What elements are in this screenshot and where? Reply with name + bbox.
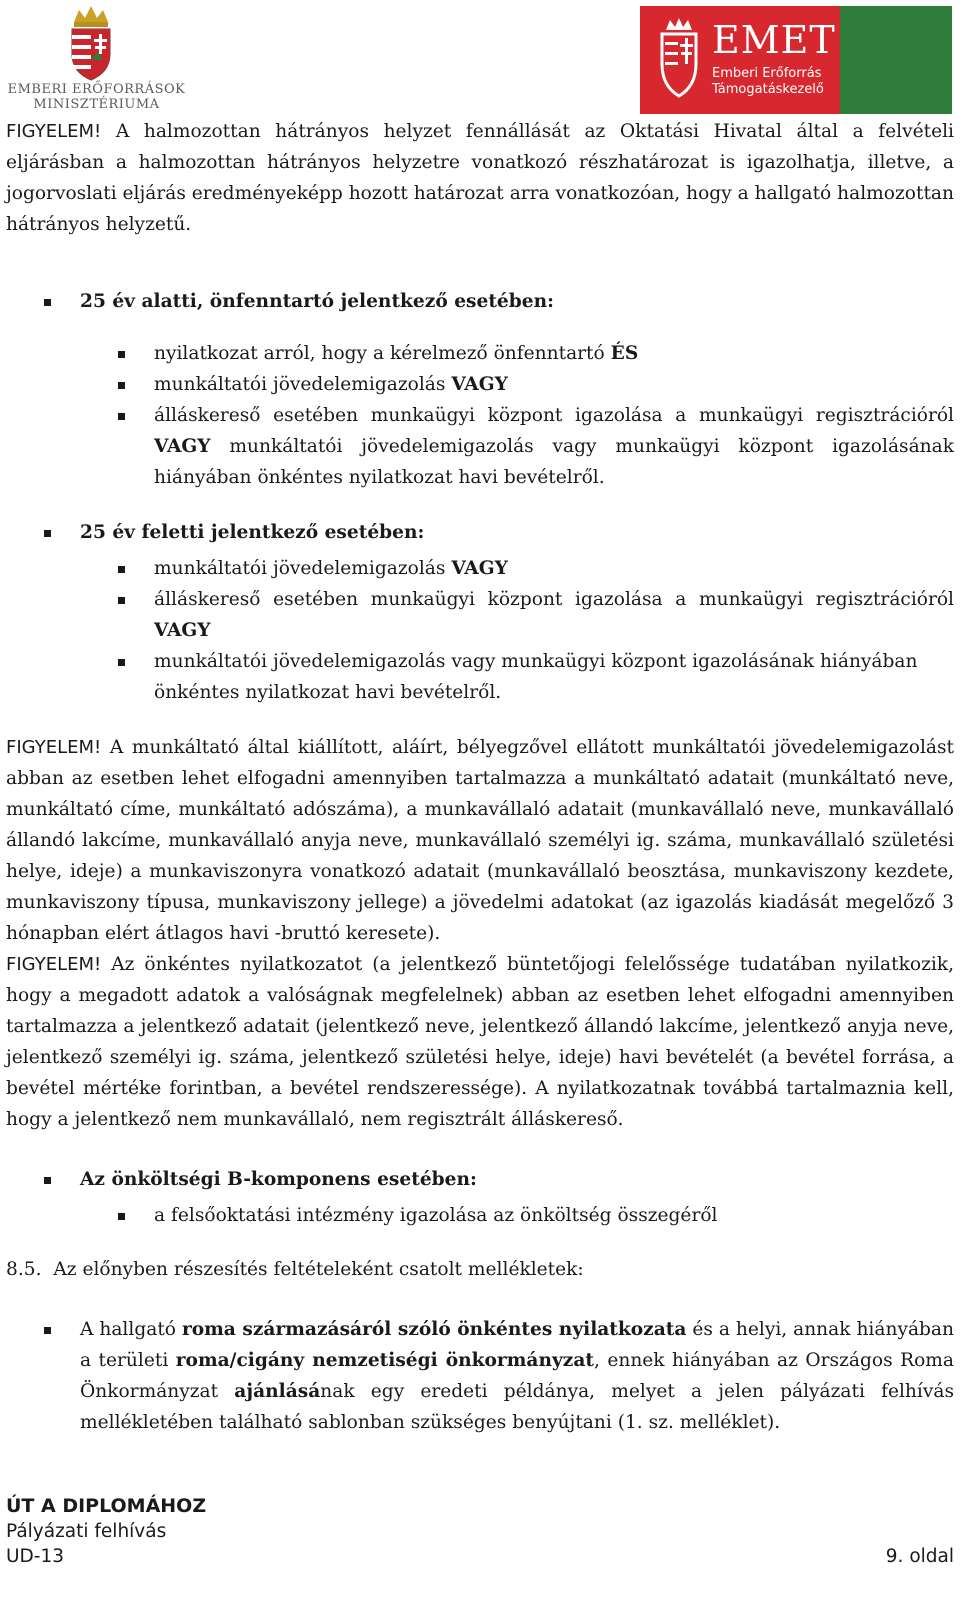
under25-item-3-bold: VAGY	[154, 436, 211, 457]
section-b-title: Az önköltségi B-komponens esetében:	[6, 1164, 954, 1195]
under25-item-2-text: munkáltatói jövedelemigazolás	[154, 374, 452, 395]
roma-text-1: A hallgató	[80, 1319, 182, 1340]
under25-item-3-text: álláskereső esetében munkaügyi központ igazolása a munkaügyi regisztrációról	[154, 405, 954, 426]
section-85-number: 8.5.	[6, 1259, 42, 1280]
under25-item-3	[6, 400, 954, 493]
ministry-logo	[4, 2, 189, 114]
emet-red-panel	[640, 6, 840, 114]
under25-item-3-post: munkáltatói jövedelemigazolás vagy munkaügyi központ igazolásának hiányában önkéntes nyilatkozat havi bevételről.	[154, 436, 954, 488]
section-under25-title: 25 év alatti, önfenntartó jelentkező esetében:	[6, 286, 954, 317]
footer-code: UD-13	[6, 1546, 65, 1567]
page-footer	[6, 1494, 954, 1569]
under25-item-1	[6, 338, 954, 369]
over25-item-2-text: álláskereső esetében munkaügyi központ igazolása a munkaügyi regisztrációról	[154, 589, 954, 610]
warning-voluntary-text: Az önkéntes nyilatkozatot (a jelentkező büntetőjogi felelőssége tudatában nyilatkozik, hogy a megadott adatok a valóságnak megfelelnek) abban az esetben lehet elfogadni amennyiben tartalmazza a jelentkező adatait (jelentkező neve, jelentkező állandó lakcíme, jelentkező anyja neve, jelentkező személyi ig. száma, jelentkező születési helye, ideje) havi bevételét (a bevétel forrása, a bevétel mértéke forintban, a bevétel rendszeressége). A nyilatkozatnak továbbá tartalmaznia kell, hogy a jelentkező nem munkavállaló, nem regisztrált álláskereső.	[6, 954, 954, 1130]
section-over25-title: 25 év feletti jelentkező esetében:	[6, 517, 954, 548]
intro-warning-label: FIGYELEM!	[6, 121, 102, 142]
under25-item-1-text: nyilatkozat arról, hogy a kérelmező önfenntartó	[154, 343, 611, 364]
under25-item-2-bold: VAGY	[451, 374, 508, 395]
section-b-item-1: a felsőoktatási intézmény igazolása az önköltség összegéről	[6, 1200, 954, 1231]
emet-sub-line1: Emberi Erőforrás	[712, 66, 822, 81]
roma-item	[6, 1314, 954, 1438]
footer-title: ÚT A DIPLOMÁHOZ	[6, 1495, 207, 1517]
warning-employer-label: FIGYELEM!	[6, 737, 102, 758]
coat-of-arms-icon	[4, 2, 189, 82]
over25-item-3: munkáltatói jövedelemigazolás vagy munkaügyi központ igazolásának hiányában önkéntes nyilatkozat havi bevételről.	[6, 646, 954, 708]
document-body	[6, 116, 954, 1438]
section-85-title: Az előnyben részesítés feltételeként csatolt mellékletek:	[53, 1259, 584, 1280]
under25-item-2	[6, 369, 954, 400]
emet-title: EMET	[712, 18, 836, 62]
over25-item-2-bold: VAGY	[154, 620, 211, 641]
warning-voluntary-paragraph	[6, 949, 954, 1135]
over25-item-1-bold: VAGY	[451, 558, 508, 579]
under25-item-1-bold: ÉS	[610, 343, 639, 364]
roma-bold-2: roma/cigány nemzetiségi önkormányzat	[175, 1350, 594, 1371]
roma-text-2: és a helyi, annak hiányában a területi	[80, 1319, 954, 1371]
over25-item-1	[6, 553, 954, 584]
page-number: 9. oldal	[885, 1546, 954, 1567]
footer-subtitle: Pályázati felhívás	[6, 1521, 167, 1542]
over25-item-2	[6, 584, 954, 646]
roma-text-4: nak egy eredeti példánya, melyet a jelen pályázati felhívás mellékletében található sablonban szükséges benyújtani (1. sz. melléklet).	[80, 1381, 954, 1433]
roma-bold-3: ajánlásá	[234, 1381, 321, 1402]
warning-employer-paragraph	[6, 732, 954, 949]
warning-employer-text: A munkáltató által kiállított, aláírt, bélyegzővel ellátott munkáltatói jövedelemigazolást abban az esetben lehet elfogadni amennyiben tartalmazza a munkáltató adatait (munkáltató neve, munkáltató címe, munkáltató adószáma), a munkavállaló adatait (munkavállaló neve, munkavállaló állandó lakcíme, munkavállaló anyja neve, munkavállaló személyi ig. száma, munkavállaló születési helye, ideje) a munkaviszonyra vonatkozó adatait (munkavállaló beosztása, munkaviszony kezdete, munkaviszony típusa, munkaviszony jellege) a jövedelmi adatokat (az igazolás kiadását megelőző 3 hónapban elért átlagos havi -bruttó keresete).	[6, 737, 954, 944]
roma-bold-1: roma származásáról szóló önkéntes nyilatkozata	[181, 1319, 687, 1340]
section-85-heading	[6, 1254, 954, 1285]
emet-green-panel	[840, 6, 952, 114]
over25-item-1-text: munkáltatói jövedelemigazolás	[154, 558, 452, 579]
emet-shield-icon	[648, 16, 708, 106]
ministry-name-line2: MINISZTÉRIUMA	[33, 97, 160, 112]
intro-text: A halmozottan hátrányos helyzet fennállását az Oktatási Hivatal által a felvételi eljárásban a halmozottan hátrányos helyzetre vonatkozó részhatározat is igazolhatja, illetve, a jogorvoslati eljárás eredményeképp hozott határozat arra vonatkozóan, hogy a hallgató halmozottan hátrányos helyzetű.	[6, 121, 954, 235]
warning-voluntary-label: FIGYELEM!	[6, 954, 102, 975]
emet-sub-line2: Támogatáskezelő	[712, 82, 824, 97]
emet-logo	[640, 6, 952, 114]
intro-paragraph	[6, 116, 954, 240]
ministry-name-line1: EMBERI ERŐFORRÁSOK	[7, 82, 186, 97]
roma-text-3: , ennek hiányában az Országos Roma Önkormányzat	[80, 1350, 954, 1402]
